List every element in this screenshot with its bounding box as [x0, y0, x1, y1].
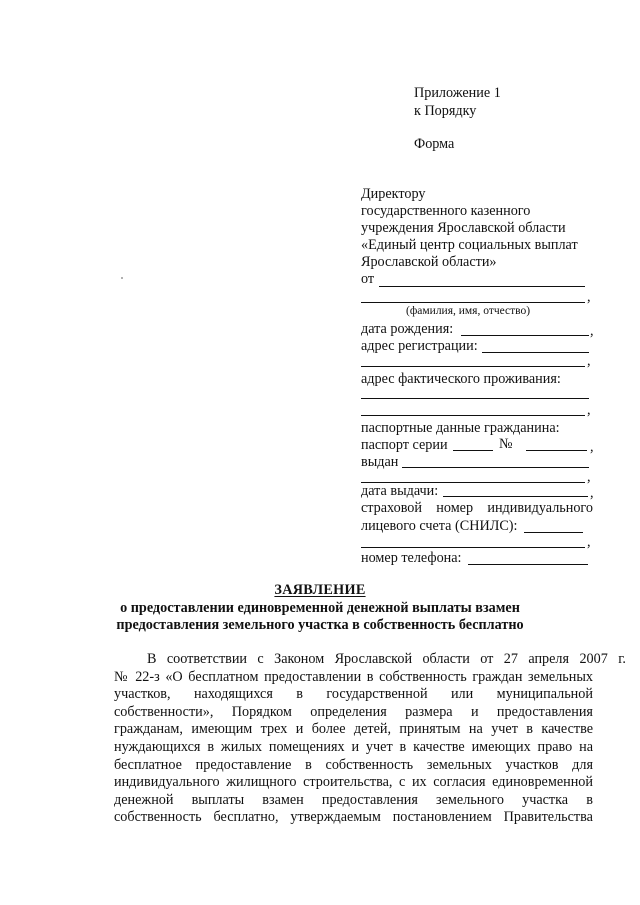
body-word: бесплатно, [213, 809, 279, 826]
addressee-line-3: учреждения Ярославской области [361, 220, 566, 236]
body-word: собственность [325, 756, 414, 773]
body-word: для [572, 756, 593, 773]
birth-date-comma: , [590, 323, 594, 339]
body-word: В [147, 651, 157, 667]
from-blank-line [379, 286, 585, 287]
addressee-line-2: государственного казенного [361, 203, 531, 219]
phone-label: номер телефона: [361, 550, 462, 566]
snils-blank-line-2 [361, 547, 585, 548]
body-line [114, 670, 593, 684]
body-word: гражданам, имеющим трех и более детей, принятым на учет в качестве [114, 721, 593, 738]
body-word: предоставления [496, 703, 593, 720]
issued-by-label: выдан [361, 454, 399, 470]
statement-subtitle-line-1: о предоставлении единовременной денежной выплаты взамен [120, 600, 520, 616]
body-line [114, 652, 626, 666]
appendix-label: Приложение 1 [414, 85, 501, 101]
body-line [114, 740, 593, 754]
passport-number-blank [526, 450, 587, 451]
body-word: и [470, 703, 479, 720]
body-word: взамен [262, 791, 304, 808]
body-word: в [296, 686, 303, 703]
addressee-line-5: Ярославской области» [361, 254, 497, 270]
issued-by-comma: , [587, 469, 591, 485]
registration-comma: , [587, 353, 591, 369]
issue-date-blank-line [443, 496, 588, 497]
fio-caption: (фамилия, имя, отчество) [406, 305, 531, 317]
phone-blank-line [468, 564, 588, 565]
body-word: выплаты [191, 791, 245, 808]
body-word: находящихся [193, 686, 273, 703]
body-word: нуждающихся в жилых помещениях и учет в качестве имеющих право на [114, 739, 593, 755]
statement-title: ЗАЯВЛЕНИЕ [274, 582, 366, 598]
passport-comma: , [590, 439, 594, 455]
body-word: предоставления [321, 791, 418, 808]
body-word: участка [522, 791, 569, 808]
snils-line-1 [361, 501, 593, 515]
body-line [114, 722, 593, 736]
fio-blank-line [361, 302, 585, 303]
registration-blank-line-1 [482, 352, 589, 353]
snils-line-2: лицевого счета (СНИЛС): [361, 518, 518, 534]
passport-series-blank [453, 450, 493, 451]
body-word: денежной [114, 791, 174, 808]
body-word: 27 [503, 651, 518, 667]
passport-data-label: паспортные данные гражданина: [361, 420, 560, 436]
body-word: земельных [426, 756, 492, 773]
body-line [114, 758, 593, 772]
body-word: земельного [436, 791, 504, 808]
snils-word-2: номер [436, 500, 474, 516]
body-word: участков, [114, 686, 171, 703]
from-label: от [361, 271, 375, 287]
body-word: в [586, 791, 593, 808]
issue-date-comma: , [590, 485, 594, 501]
actual-address-blank-line-1 [361, 398, 589, 399]
body-word: постановлением [392, 809, 492, 826]
form-label: Форма [414, 136, 455, 152]
scan-speck [121, 277, 123, 279]
registration-address-label: адрес регистрации: [361, 338, 478, 354]
body-word: собственность [114, 809, 202, 826]
birth-date-label: дата рождения: [361, 321, 454, 337]
body-line [114, 687, 593, 701]
body-word: области [422, 651, 470, 667]
body-word: предоставление [195, 756, 292, 773]
body-word: апреля [528, 651, 570, 667]
snils-comma: , [587, 534, 591, 550]
issued-by-blank-line-1 [402, 467, 589, 468]
body-word: от [480, 651, 494, 667]
body-line [114, 705, 593, 719]
registration-blank-line-2 [361, 366, 585, 367]
body-word: участков [505, 756, 559, 773]
body-word: г. [618, 651, 626, 667]
actual-address-blank-line-2 [361, 415, 585, 416]
snils-blank-line-1 [524, 532, 583, 533]
actual-address-label: адрес фактического проживания: [361, 371, 561, 387]
addressee-line-1: Директору [361, 186, 426, 202]
snils-word-1: страховой [361, 500, 422, 516]
body-word: определения [310, 703, 387, 720]
to-order-label: к Порядку [414, 103, 477, 119]
actual-address-comma: , [587, 402, 591, 418]
body-word: соответствии [166, 651, 248, 667]
body-word: размера [405, 703, 453, 720]
issue-date-label: дата выдачи: [361, 483, 439, 499]
body-word: в [305, 756, 312, 773]
body-word: с [257, 651, 264, 667]
passport-number-sign: № [499, 436, 513, 452]
body-word: № 22-з «О бесплатном предоставлении в собственность граждан земельных [114, 668, 593, 685]
body-word: утверждаемым [290, 809, 381, 826]
body-line [114, 775, 593, 789]
passport-series-label: паспорт серии [361, 437, 448, 453]
statement-subtitle-line-2: предоставления земельного участка в собственность бесплатно [116, 617, 524, 633]
fio-comma: , [587, 289, 591, 305]
birth-date-blank-line [461, 335, 589, 336]
body-word: муниципальной [496, 686, 593, 703]
body-line [114, 793, 593, 807]
body-word: Ярославской [334, 651, 413, 667]
body-word: государственной [326, 686, 428, 703]
body-line [114, 810, 593, 824]
body-word: 2007 [579, 651, 608, 667]
body-word: собственности», [114, 703, 214, 720]
body-word: Правительства [503, 809, 593, 826]
body-word: или [450, 686, 474, 703]
body-word: индивидуального жилищного строительства, с их согласия единовременной [114, 774, 593, 791]
body-word: бесплатное [114, 756, 182, 773]
snils-word-3: индивидуального [487, 500, 593, 516]
addressee-line-4: «Единый центр социальных выплат [361, 237, 578, 253]
body-word: Законом [274, 651, 325, 667]
body-word: Порядком [231, 703, 292, 720]
